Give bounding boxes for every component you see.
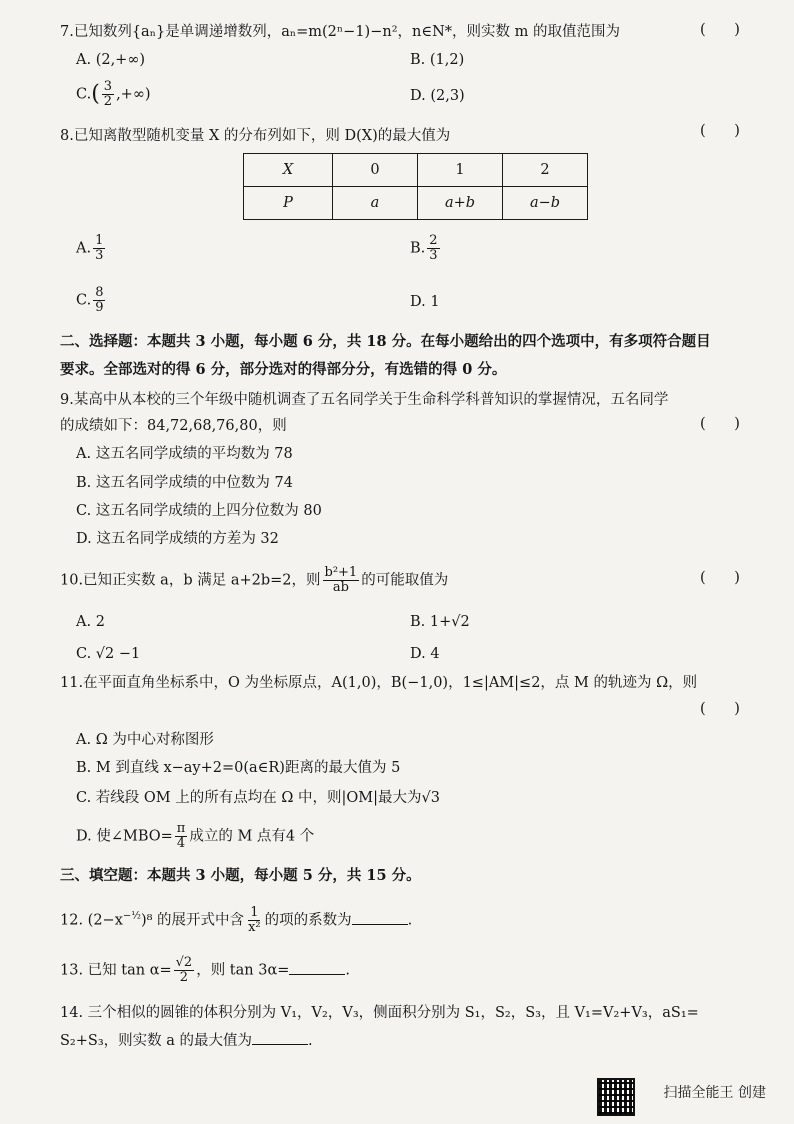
q9-option-d: D. 这五名同学成绩的方差为 32 [76, 531, 279, 547]
table-cell: 1 [418, 154, 503, 187]
q10-option-d: D. 4 [410, 646, 440, 662]
q9-stem: 9.某高中从本校的三个年级中随机调查了五名同学关于生命科学科普知识的掌握情况，五名同学 [60, 392, 669, 408]
scanner-watermark: 扫描全能王 创建 [663, 1085, 766, 1101]
q8-option-d: D. 1 [410, 294, 440, 310]
q10-option-a: A. 2 [76, 614, 105, 630]
table-row [244, 187, 588, 220]
table-row [244, 154, 588, 187]
q10-option-b: B. 1+√2 [410, 614, 470, 630]
table-cell: a+b [418, 187, 503, 220]
q7-answer-paren: ( ) [700, 22, 752, 38]
q14-stem: 14. 三个相似的圆锥的体积分别为 V₁，V₂，V₃，侧面积分别为 S₁，S₂，S₃，且 V₁=V₂+V₃，aS₁= [60, 1005, 699, 1021]
q11-option-d: D. 使∠MBO= $\frac{\pi}{4}$ 成立的 M 点有4 个 [76, 821, 315, 851]
table-cell: 2 [503, 154, 588, 187]
q11-option-c: C. 若线段 OM 上的所有点均在 Ω 中，则|OM|最大为√3 [76, 790, 440, 806]
q7-option-d: D. (2,3) [410, 88, 465, 104]
q12-stem: 12. $(2-x^{-\frac{1}{2}})^8$ 的展开式中含 $\frac{1}{\text{x²}}$ 的项的系数为 . [60, 905, 413, 935]
q7-option-b: B. (1,2) [410, 52, 465, 68]
q12-answer-blank[interactable] [352, 910, 408, 925]
section-3-heading: 三、填空题：本题共 3 小题，每小题 5 分，共 15 分。 [60, 867, 421, 884]
q7-option-a: A. (2,+∞) [76, 52, 146, 68]
q13-answer-blank[interactable] [289, 960, 345, 975]
q9-stem-line2: 的成绩如下：84,72,68,76,80，则 [60, 418, 287, 434]
qr-code-icon [597, 1078, 635, 1116]
q9-option-a: A. 这五名同学成绩的平均数为 78 [76, 446, 293, 462]
section-2-heading: 二、选择题：本题共 3 小题，每小题 6 分，共 18 分。在每小题给出的四个选项中，有多项符合题目 [60, 333, 711, 350]
q13-stem: 13. 已知 tan α= $\frac{√2}{2}$ ，则 tan 3α= . [60, 955, 351, 985]
q11-answer-paren: ( ) [700, 701, 752, 717]
table-cell: 0 [333, 154, 418, 187]
q11-option-a: A. Ω 为中心对称图形 [76, 732, 214, 748]
table-cell: a [333, 187, 418, 220]
q11-option-b: B. M 到直线 x−ay+2=0(a∈R)距离的最大值为 5 [76, 760, 401, 776]
table-cell: a−b [503, 187, 588, 220]
q8-option-b: B. $\frac{2}{3}$ [410, 233, 438, 263]
section-2-heading-line2: 要求。全部选对的得 6 分，部分选对的得部分分，有选错的得 0 分。 [60, 361, 507, 378]
q9-option-c: C. 这五名同学成绩的上四分位数为 80 [76, 503, 322, 519]
q8-option-c: C. $\frac{8}{9}$ [76, 285, 104, 315]
q7-stem: 7.已知数列{aₙ}是单调递增数列，aₙ=m(2ⁿ−1)−n²，n∈N*，则实数 m 的取值范围为 [60, 24, 620, 40]
q11-stem: 11.在平面直角坐标系中，O 为坐标原点，A(1,0)，B(−1,0)，1≤|AM|≤2，点 M 的轨迹为 Ω，则 [60, 675, 698, 691]
q10-answer-paren: ( ) [700, 570, 752, 586]
q8-distribution-table [243, 153, 588, 220]
q10-option-c: C. √2 −1 [76, 646, 141, 662]
q8-option-a: A. $\frac{1}{3}$ [76, 233, 104, 263]
table-cell: X [244, 154, 333, 187]
q10-stem: 10.已知正实数 a，b 满足 a+2b=2，则 $\frac{\text{b²+1}}{ab}$ 的可能取值为 [60, 565, 449, 595]
q9-answer-paren: ( ) [700, 416, 752, 432]
q7-option-c: C.( $\frac{3}{2}$ ,+∞) [76, 79, 151, 109]
q8-stem: 8.已知离散型随机变量 X 的分布列如下，则 D(X)的最大值为 [60, 128, 451, 144]
q14-answer-blank[interactable] [252, 1030, 308, 1045]
q14-stem-line2: S₂+S₃，则实数 a 的最大值为 . [60, 1030, 313, 1051]
table-cell: P [244, 187, 333, 220]
q8-answer-paren: ( ) [700, 123, 752, 139]
q9-option-b: B. 这五名同学成绩的中位数为 74 [76, 475, 293, 491]
